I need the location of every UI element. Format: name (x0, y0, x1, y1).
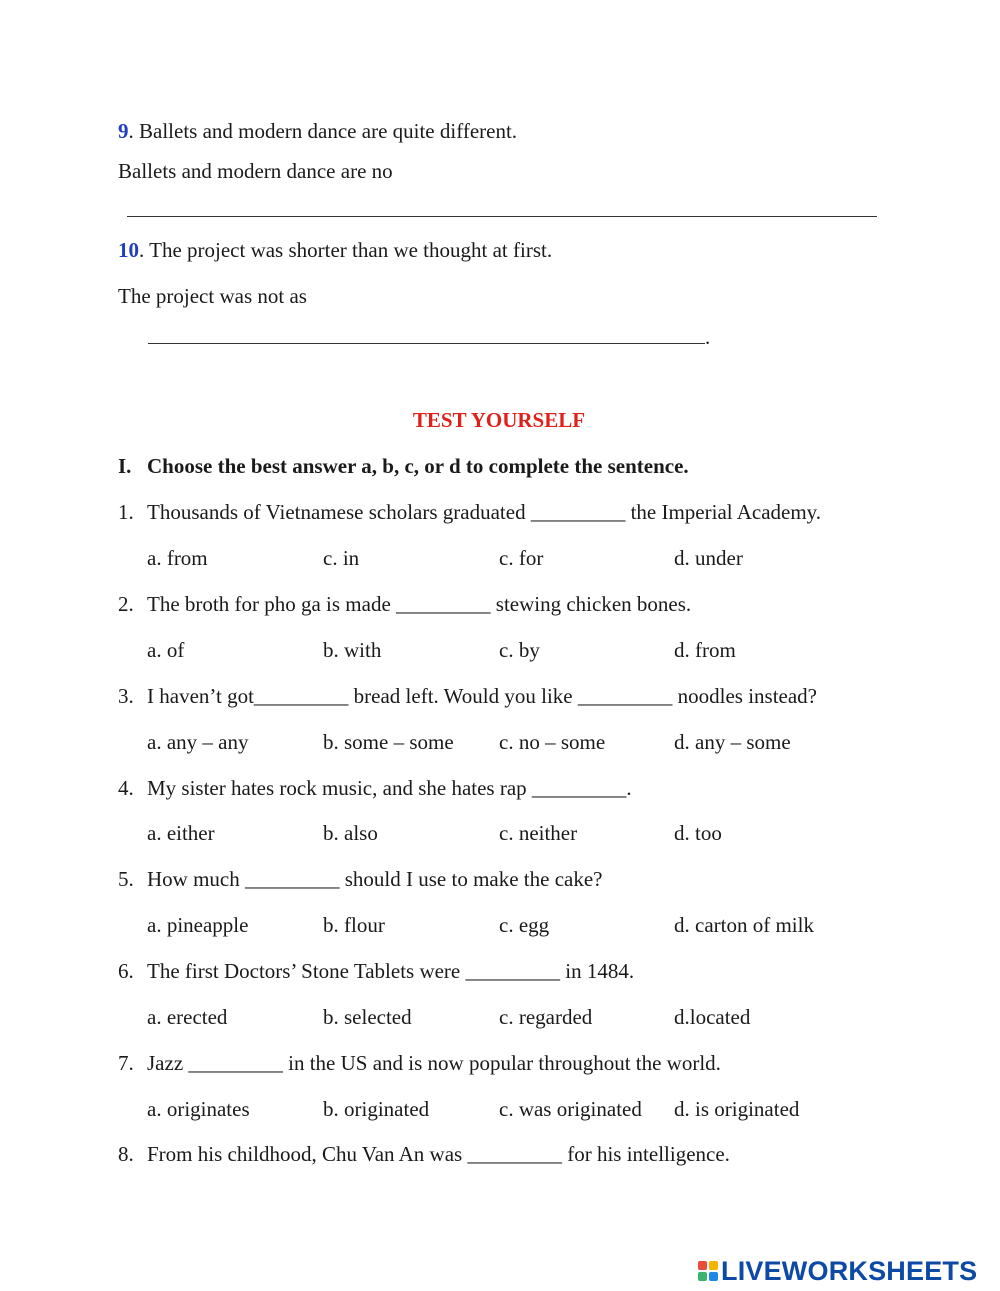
option-c[interactable]: c. for (499, 546, 544, 570)
option-b[interactable]: c. in (323, 546, 360, 570)
question-text: My sister hates rock music, and she hates rap _________. (147, 776, 632, 800)
question-9-starter: Ballets and modern dance are no (118, 159, 393, 183)
logo-cell (698, 1261, 707, 1270)
question-number: 8. (118, 1142, 134, 1166)
question-text: The first Doctors’ Stone Tablets were _________ in 1484. (147, 959, 635, 983)
question-number: 3. (118, 684, 134, 708)
option-b[interactable]: b. originated (323, 1097, 430, 1121)
question-number: 6. (118, 959, 134, 983)
question-text: From his childhood, Chu Van An was _________ for his intelligence. (147, 1142, 730, 1166)
question-10-number: 10 (118, 238, 139, 262)
option-a[interactable]: a. originates (147, 1097, 250, 1121)
option-c[interactable]: c. neither (499, 821, 578, 845)
option-b[interactable]: b. selected (323, 1005, 412, 1029)
section-number: I. (118, 454, 132, 478)
question-10-text: . The project was shorter than we thought at first. (139, 238, 553, 262)
option-c[interactable]: c. egg (499, 913, 550, 937)
option-b[interactable]: b. some – some (323, 730, 454, 754)
question-text: The broth for pho ga is made _________ stewing chicken bones. (147, 592, 692, 616)
logo-text: LIVEWORKSHEETS (721, 1256, 978, 1286)
question-text: I haven’t got_________ bread left. Would you like _________ noodles instead? (147, 684, 818, 708)
option-a[interactable]: a. either (147, 821, 215, 845)
question-number: 7. (118, 1051, 134, 1075)
liveworksheets-logo[interactable] (698, 1256, 977, 1286)
question-number: 2. (118, 592, 134, 616)
logo-cell (698, 1272, 707, 1281)
option-d[interactable]: d. any – some (674, 730, 791, 754)
question-9-number: 9 (118, 119, 129, 143)
option-c[interactable]: c. no – some (499, 730, 606, 754)
question-10-end-punct: . (705, 325, 711, 349)
section-instruction: Choose the best answer a, b, c, or d to complete the sentence. (147, 454, 689, 478)
question-10-starter: The project was not as (118, 284, 307, 308)
question-number: 1. (118, 500, 134, 524)
option-a[interactable]: a. erected (147, 1005, 228, 1029)
option-c[interactable]: c. by (499, 638, 540, 662)
question-number: 4. (118, 776, 134, 800)
option-d[interactable]: d. too (674, 821, 722, 845)
question-9-prompt (118, 118, 517, 144)
option-b[interactable]: b. flour (323, 913, 385, 937)
option-b[interactable]: b. also (323, 821, 378, 845)
question-9-answer-line[interactable] (127, 216, 877, 217)
option-d[interactable]: d. carton of milk (674, 913, 814, 937)
question-9-text: . Ballets and modern dance are quite different. (128, 119, 518, 143)
logo-cell (709, 1261, 718, 1270)
option-a[interactable]: a. any – any (147, 730, 249, 754)
option-c[interactable]: c. was originated (499, 1097, 642, 1121)
option-c[interactable]: c. regarded (499, 1005, 593, 1029)
option-a[interactable]: a. of (147, 638, 185, 662)
question-text: How much _________ should I use to make the cake? (147, 867, 603, 891)
option-a[interactable]: a. pineapple (147, 913, 249, 937)
option-b[interactable]: b. with (323, 638, 382, 662)
option-d[interactable]: d. under (674, 546, 743, 570)
question-10-prompt (118, 237, 552, 263)
option-a[interactable]: a. from (147, 546, 208, 570)
option-d[interactable]: d. is originated (674, 1097, 800, 1121)
question-10-answer-line[interactable] (148, 343, 705, 344)
question-number: 5. (118, 867, 134, 891)
logo-cell (709, 1272, 718, 1281)
question-text: Thousands of Vietnamese scholars graduated _________ the Imperial Academy. (147, 500, 822, 524)
question-text: Jazz _________ in the US and is now popular throughout the world. (147, 1051, 721, 1075)
logo-mark-icon (698, 1261, 718, 1281)
option-d[interactable]: d.located (674, 1005, 751, 1029)
test-yourself-title: TEST YOURSELF (412, 408, 586, 432)
option-d[interactable]: d. from (674, 638, 736, 662)
